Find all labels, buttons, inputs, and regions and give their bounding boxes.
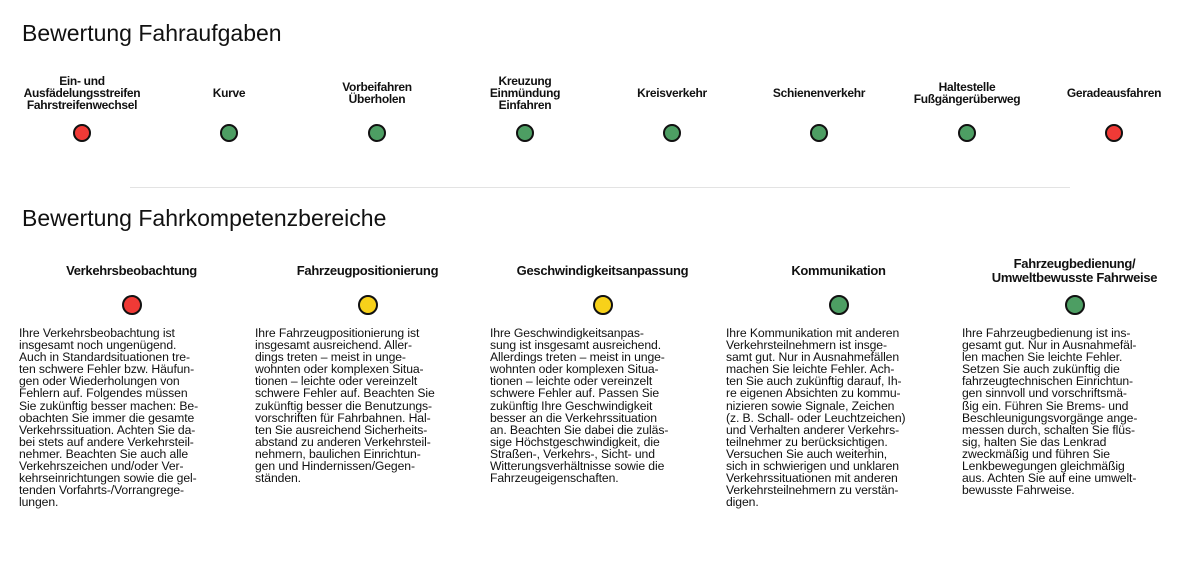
task-straight-driving <box>1039 70 1189 142</box>
task-label: Ein- und Ausfädelungsstreifen Fahrstreifenwechsel <box>23 74 141 112</box>
competency-communication <box>726 253 951 508</box>
competency-label: Geschwindigkeitsanpassung <box>516 263 689 278</box>
competency-label: Fahrzeugbedienung/ Umweltbewusste Fahrweise <box>991 256 1158 285</box>
status-dot-green <box>220 124 238 142</box>
competency-description: Ihre Fahrzeugpositionierung ist insgesamt ausreichend. Aller- dings treten – meist in unge- wohnten oder komplexen Situa- tionen – leichte oder vereinzelt schwere Fehler auf. Beachten Sie zukünftig besser die Benutzungs- vorschriften für Fahrbahnen. Hal- ten Sie ausreichend Sicherheits- abstand zu anderen Verkehrsteil- nehmern, baulichen Einrichtun- gen und Hindernissen/Gegen- ständen. <box>255 326 435 486</box>
task-bus-stop-crosswalk <box>892 70 1042 142</box>
status-dot-green <box>829 295 849 315</box>
status-dot-yellow <box>358 295 378 315</box>
task-label: Geradeausfahren <box>1066 86 1162 100</box>
task-rail-traffic <box>744 70 894 142</box>
status-dot-red <box>73 124 91 142</box>
task-label: Haltestelle Fußgängerüberweg <box>913 80 1021 106</box>
status-dot-yellow <box>593 295 613 315</box>
task-label: Vorbeifahren Überholen <box>342 80 412 106</box>
task-label: Kreuzung Einmündung Einfahren <box>489 74 561 112</box>
task-label: Schienenverkehr <box>772 86 866 100</box>
task-lane-change <box>7 70 157 142</box>
status-dot-red <box>1105 124 1123 142</box>
task-overtaking <box>302 70 452 142</box>
task-label: Kurve <box>212 86 246 100</box>
competency-label: Kommunikation <box>791 263 886 278</box>
section-title-driving-tasks: Bewertung Fahraufgaben <box>22 20 282 46</box>
competency-traffic-observation <box>19 253 244 508</box>
competency-vehicle-operation <box>962 253 1187 496</box>
status-dot-green <box>516 124 534 142</box>
status-dot-green <box>810 124 828 142</box>
status-dot-green <box>663 124 681 142</box>
competency-description: Ihre Fahrzeugbedienung ist ins- gesamt gut. Nur in Ausnahmefäl- len machen Sie leichte Fehler. Setzen Sie auch zukünftig die fahrzeugtechnischen Einrichtun- gen sinnvoll und vorschriftsmä- ßig ein. Führen Sie Brems- und Beschleunigungsvorgänge ange- messen durch, schalten Sie flüs- sig, halten Sie das Lenkrad zweckmäßig und führen Sie Lenkbewegungen gleichmäßig aus. Achten Sie auf eine umwelt- bewusste Fahrweise. <box>962 326 1138 498</box>
status-dot-red <box>122 295 142 315</box>
competency-label: Fahrzeugpositionierung <box>296 263 439 278</box>
competency-label: Verkehrsbeobachtung <box>66 263 197 278</box>
competency-description: Ihre Kommunikation mit anderen Verkehrsteilnehmern ist insge- samt gut. Nur in Ausnahmefällen machen Sie leichte Fehler. Ach- ten Sie auch zukünftig darauf, Ih- re eigenen Absichten zu kommu- nizieren sowie Signale, Zeichen (z. B. Schall- oder Leuchtzeichen) und Verhalten anderer Verkehrs- teilnehmer zu berücksichtigen. Versuchen Sie auch weiterhin, sich in schwierigen und unklaren Verkehrssituationen mit anderen Verkehrsteilnehmern zu verstän- digen. <box>726 326 906 510</box>
competency-speed-adjustment <box>490 253 715 484</box>
status-dot-green <box>958 124 976 142</box>
task-label: Kreisverkehr <box>637 86 707 100</box>
task-roundabout <box>597 70 747 142</box>
competency-vehicle-positioning <box>255 253 480 484</box>
status-dot-green <box>1065 295 1085 315</box>
competency-description: Ihre Verkehrsbeobachtung ist insgesamt noch ungenügend. Auch in Standardsituationen tre- ten schwere Fehler bzw. Häufun- gen oder Wiederholungen von Fehlern auf. Folgendes müssen Sie zukünftig besser machen: Be- obachten Sie immer die gesamte Verkehrssituation. Achten Sie da- bei stets auf andere Verkehrsteil- nehmer. Beachten Sie auch alle Verkehrszeichen und/oder Ver- kehrseinrichtungen sowie die gel- tenden Vorfahrts-/Vorrangrege- lungen. <box>19 326 199 510</box>
status-dot-green <box>368 124 386 142</box>
competency-description: Ihre Geschwindigkeitsanpas- sung ist insgesamt ausreichend. Allerdings treten – meist in unge- wohnten oder komplexen Situa- tionen – leichte oder vereinzelt schwere Fehler auf. Passen Sie zukünftig Ihre Geschwindigkeit besser an die Verkehrssituation an. Beachten Sie dabei die zuläs- sige Höchstgeschwindigkeit, die Straßen-, Verkehrs-, Sicht- und Witterungsverhältnisse sowie die Fahrzeugeigenschaften. <box>490 326 669 486</box>
section-title-competencies: Bewertung Fahrkompetenzbereiche <box>22 205 387 231</box>
section-divider <box>130 187 1070 188</box>
task-intersection <box>450 70 600 142</box>
task-curve <box>154 70 304 142</box>
